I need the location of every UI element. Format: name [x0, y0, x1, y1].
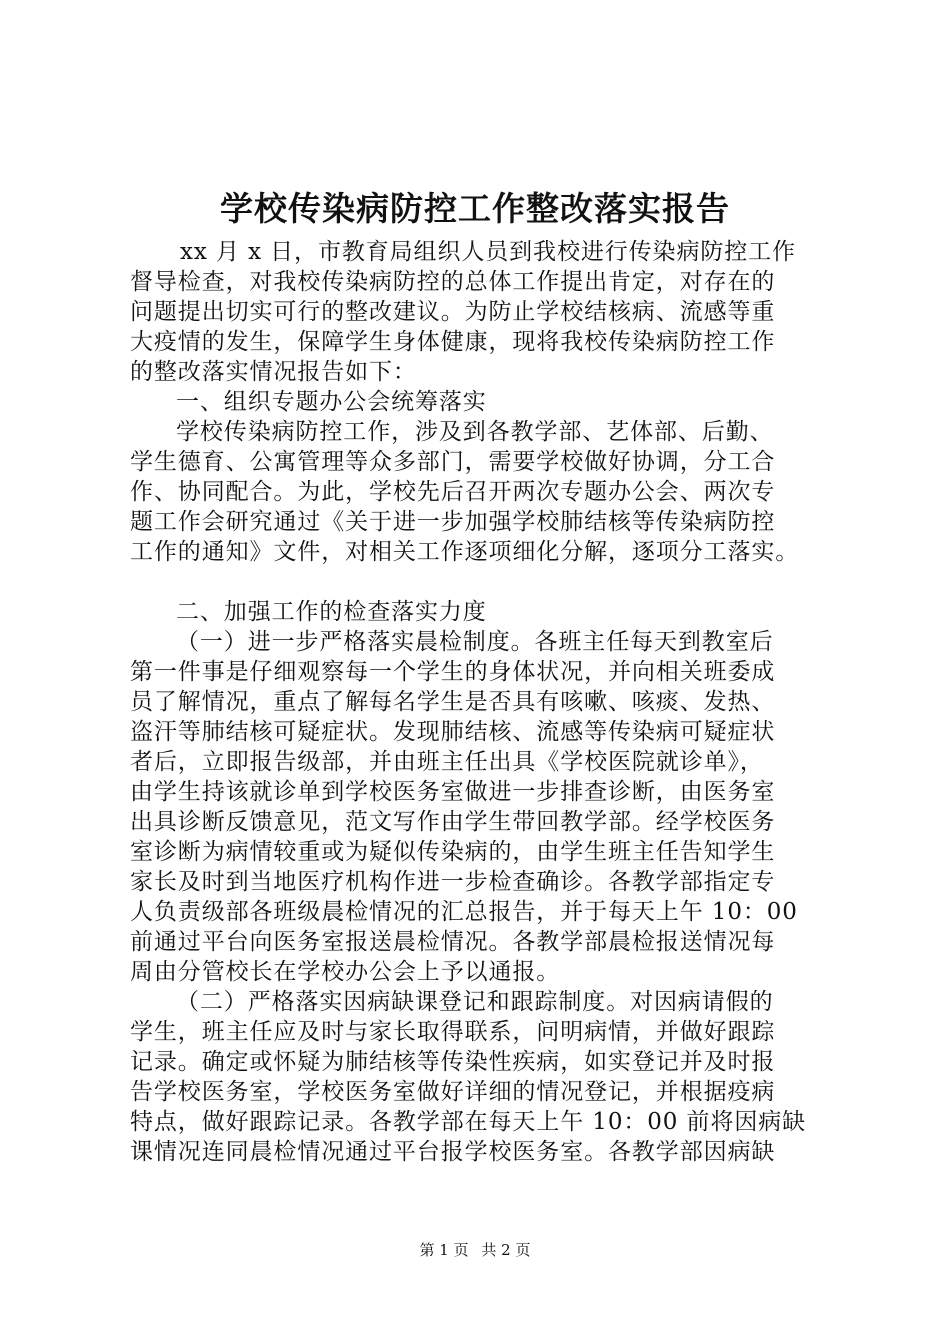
paragraph-line: 第一件事是仔细观察每一个学生的身体状况，并向相关班委成: [130, 659, 776, 685]
paragraph-line: 督导检查，对我校传染病防控的总体工作提出肯定，对存在的: [130, 269, 776, 295]
paragraph-line: 出具诊断反馈意见，范文写作由学生带回教学部。经学校医务: [130, 809, 776, 835]
paragraph-line: 大疫情的发生，保障学生身体健康，现将我校传染病防控工作: [130, 329, 776, 355]
paragraph-line: 问题提出切实可行的整改建议。为防止学校结核病、流感等重: [130, 299, 776, 325]
paragraph-line: 告学校医务室，学校医务室做好详细的情况登记，并根据疫病: [130, 1079, 776, 1105]
document-body: [130, 237, 830, 1167]
paragraph-line: 周由分管校长在学校办公会上予以通报。: [130, 959, 561, 985]
page-footer: [0, 1240, 950, 1260]
paragraph-line: 前通过平台向医务室报送晨检情况。各教学部晨检报送情况每: [130, 929, 776, 955]
document-title: 学校传染病防控工作整改落实报告: [220, 189, 730, 228]
paragraph-line: 者后，立即报告级部，并由班主任出具《学校医院就诊单》，: [130, 749, 764, 775]
paragraph-line: 人负责级部各班级晨检情况的汇总报告，并于每天上午 10：00: [130, 899, 798, 925]
paragraph-line: 盗汗等肺结核可疑症状。发现肺结核、流感等传染病可疑症状: [130, 719, 776, 745]
paragraph-line: 学生德育、公寓管理等众多部门，需要学校做好协调，分工合: [130, 449, 776, 475]
paragraph-line: 特点，做好跟踪记录。各教学部在每天上午 10：00 前将因病缺: [130, 1109, 807, 1135]
paragraph-line: 记录。确定或怀疑为肺结核等传染性疾病，如实登记并及时报: [130, 1049, 776, 1075]
paragraph-line: 工作的通知》文件，对相关工作逐项细化分解，逐项分工落实。: [130, 539, 800, 565]
paragraph-line: 由学生持该就诊单到学校医务室做进一步排查诊断，由医务室: [130, 779, 776, 805]
paragraph-line: xx 月 x 日，市教育局组织人员到我校进行传染病防控工作: [180, 239, 796, 265]
section-heading: 二、加强工作的检查落实力度: [176, 599, 487, 625]
paragraph-line: 家长及时到当地医疗机构作进一步检查确诊。各教学部指定专: [130, 869, 776, 895]
paragraph-line: 作、协同配合。为此，学校先后召开两次专题办公会、两次专: [130, 479, 776, 505]
paragraph-line: （二）严格落实因病缺课登记和跟踪制度。对因病请假的: [176, 989, 774, 1015]
paragraph-line: 学生，班主任应及时与家长取得联系，问明病情，并做好跟踪: [130, 1019, 776, 1045]
paragraph-line: 员了解情况，重点了解每名学生是否具有咳嗽、咳痰、发热、: [130, 689, 776, 715]
paragraph-line: （一）进一步严格落实晨检制度。各班主任每天到教室后: [176, 629, 774, 655]
page-total: 共 2 页: [481, 1241, 531, 1259]
section-heading: 一、组织专题办公会统筹落实: [176, 389, 487, 415]
paragraph-line: 课情况连同晨检情况通过平台报学校医务室。各教学部因病缺: [130, 1139, 776, 1165]
paragraph-line: 学校传染病防控工作，涉及到各教学部、艺体部、后勤、: [176, 419, 774, 445]
paragraph-line: 题工作会研究通过《关于进一步加强学校肺结核等传染病防控: [130, 509, 776, 535]
blank-line: [130, 567, 830, 597]
paragraph-line: 室诊断为病情较重或为疑似传染病的，由学生班主任告知学生: [130, 839, 776, 865]
page-number: 第 1 页: [419, 1241, 469, 1259]
paragraph-line: 的整改落实情况报告如下：: [130, 359, 417, 385]
